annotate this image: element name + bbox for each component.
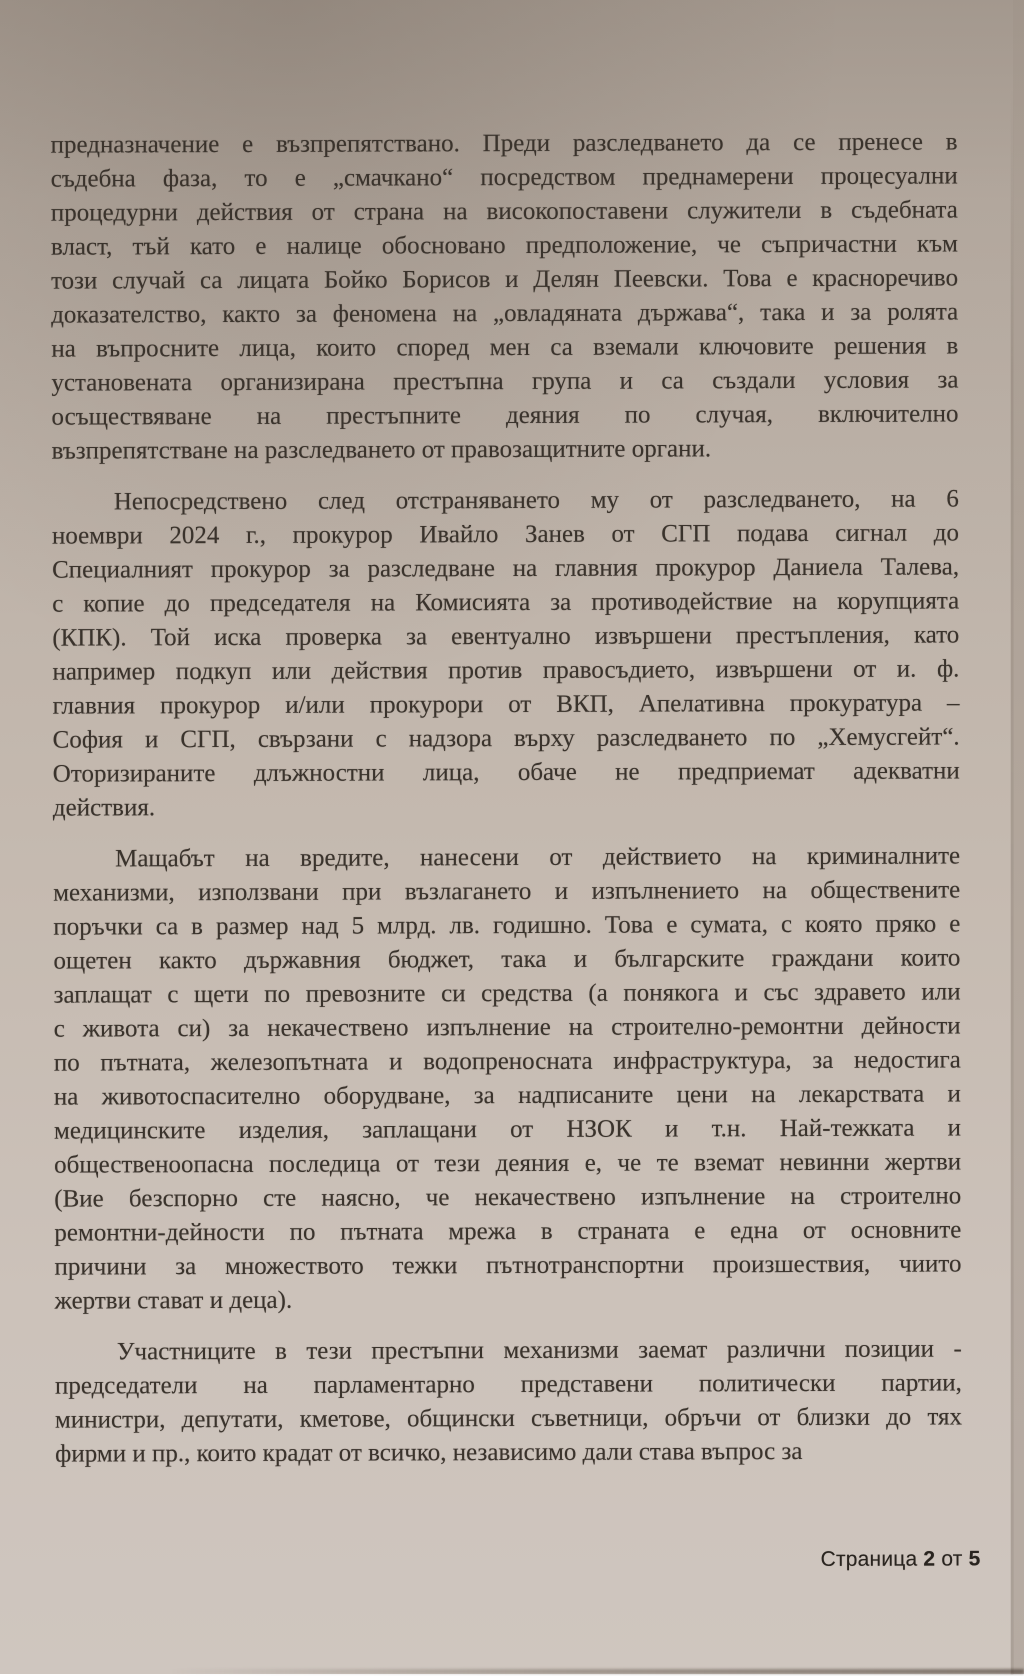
paragraph bbox=[51, 125, 959, 468]
text-line: Оторизираните длъжностни лица, обаче не предприемат адекватни bbox=[52, 757, 960, 788]
text-line: (КПК). Той иска проверка за евентуално извършени престъпления, като bbox=[52, 621, 960, 652]
text-line: установената организирана престъпна група и са създали условия за bbox=[51, 366, 959, 397]
text-line: фирми и пр., които крадат от всичко, независимо дали става въпрос за bbox=[55, 1437, 803, 1468]
paragraph bbox=[52, 482, 960, 825]
paper-edge-line bbox=[1011, 90, 1013, 1674]
text-line: с живота си) за некачествено изпълнение на строително-ремонтни дейности bbox=[53, 1012, 961, 1043]
text-line: на животоспасително оборудване, за надписаните цени на лекарствата и bbox=[53, 1080, 961, 1111]
text-line: Специалният прокурор за разследване на главния прокурор Даниела Талева, bbox=[52, 553, 960, 584]
footer-total-pages: 5 bbox=[968, 1547, 981, 1571]
text-line: например подкуп или действия против правосъдието, извършени от и. ф. bbox=[52, 655, 960, 686]
text-line: министри, депутати, кметове, общински съветници, обръчи от близки до тях bbox=[54, 1403, 963, 1434]
text-line: заплащат с щети по превозните си средства (а понякога и със здравето или bbox=[53, 978, 961, 1009]
text-line: София и СГП, свързани с надзора върху разследването по „Хемусгейт“. bbox=[52, 723, 960, 754]
footer-of-word: от bbox=[941, 1547, 963, 1571]
paper-right-margin-region bbox=[1013, 0, 1024, 1674]
document-body bbox=[51, 125, 963, 1471]
table-edge-shadow bbox=[170, 1669, 1024, 1674]
text-line: медицинските изделия, заплащани от НЗОК и т.н. Най-тежката и bbox=[53, 1114, 962, 1145]
text-line: ощетен както държавния бюджет, така и българските граждани които bbox=[53, 944, 961, 975]
footer-page-word: Страница bbox=[820, 1547, 918, 1571]
text-line: осъществяване на престъпните деяния по случая, включително bbox=[51, 400, 959, 431]
text-line: председатели на парламентарно представени политически партии, bbox=[54, 1369, 962, 1400]
text-line: общественоопасна последица от тези деяния е, че те вземат невинни жертви bbox=[54, 1148, 962, 1179]
paragraph bbox=[55, 1332, 962, 1471]
page-footer bbox=[821, 1547, 981, 1572]
paragraph bbox=[53, 839, 962, 1318]
text-line: ноември 2024 г., прокурор Ивайло Занев от СГП подава сигнал до bbox=[51, 519, 959, 550]
text-line: с копие до председателя на Комисията за противодействие на корупцията bbox=[52, 587, 960, 618]
text-line: доказателство, както за феномена на „овладяната държава“, така и за ролята bbox=[51, 298, 959, 329]
footer-page-number: 2 bbox=[923, 1547, 936, 1571]
text-line: ремонтни-дейности по пътната мрежа в страната е една от основните bbox=[54, 1216, 962, 1247]
text-line: предназначение е възпрепятствано. Преди разследването да се пренесе в bbox=[50, 128, 958, 159]
text-line: Участниците в тези престъпни механизми заемат различни позиции - bbox=[116, 1335, 962, 1366]
text-line: (Вие безспорно сте наясно, че некачествено изпълнение на строително bbox=[54, 1182, 962, 1213]
text-line: жертви стават и деца). bbox=[54, 1286, 293, 1315]
text-line: причини за множеството тежки пътнотранспортни произшествия, чиито bbox=[54, 1250, 962, 1281]
text-line: този случай са лицата Бойко Борисов и Делян Пеевски. Това е красноречиво bbox=[51, 264, 959, 295]
text-line: власт, тъй като е налице обосновано предположение, че съпричастни към bbox=[50, 230, 958, 261]
text-line: Мащабът на вредите, нанесени от действието на криминалните bbox=[115, 842, 961, 873]
text-line: механизми, използвани при възлагането и изпълнението на обществените bbox=[53, 876, 961, 907]
text-line: Непосредствено след отстраняването му от разследването, на 6 bbox=[113, 485, 959, 516]
text-line: поръчки са в размер над 5 млрд. лв. годишно. Това е сумата, с която пряко е bbox=[53, 910, 961, 941]
text-line: на въпросните лица, които според мен са вземали ключовите решения в bbox=[51, 332, 959, 363]
text-line: по пътната, железопътната и водопреносната инфраструктура, за недостига bbox=[53, 1046, 961, 1077]
text-line: главния прокурор и/или прокурори от ВКП, Апелативна прокуратура – bbox=[52, 689, 960, 720]
text-line: действия. bbox=[52, 794, 156, 822]
text-line: съдебна фаза, то е „смачкано“ посредством преднамерени процесуални bbox=[50, 162, 958, 193]
text-line: възпрепятстване на разследването от правозащитните органи. bbox=[51, 435, 712, 465]
text-line: процедурни действия от страна на високопоставени служители в съдебната bbox=[50, 196, 958, 227]
